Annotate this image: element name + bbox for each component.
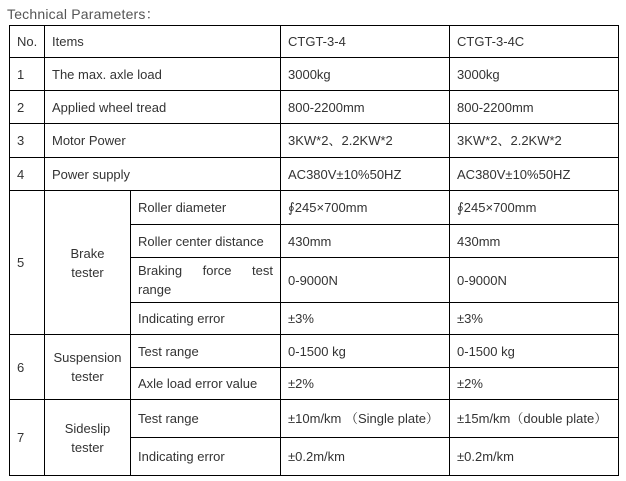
row-item: Motor Power (45, 124, 281, 158)
row-value-a: 430mm (281, 225, 450, 258)
row-no: 7 (10, 400, 45, 476)
table-row (10, 191, 619, 225)
sub-item: Test range (131, 400, 281, 438)
row-value-a: ∮245×700mm (281, 191, 450, 225)
row-no: 4 (10, 158, 45, 191)
row-value-a: 3000kg (281, 58, 450, 91)
row-value-b: ±2% (450, 368, 619, 400)
row-value-b: 0-9000N (450, 258, 619, 303)
row-no: 5 (10, 191, 45, 335)
row-value-b: 0-1500 kg (450, 335, 619, 368)
row-value-a: 0-9000N (281, 258, 450, 303)
group-label-sideslip-tester (45, 400, 131, 476)
sub-item: Braking force test range (131, 258, 281, 303)
row-no: 1 (10, 58, 45, 91)
page-title: Technical Parameters： (7, 6, 160, 22)
row-value-a: ±3% (281, 303, 450, 335)
row-value-a: ±0.2m/km (281, 438, 450, 476)
group-label-line: tester (71, 439, 104, 455)
sub-item: Roller diameter (131, 191, 281, 225)
row-value-b: 430mm (450, 225, 619, 258)
row-no: 2 (10, 91, 45, 124)
group-label-line: tester (71, 264, 104, 280)
header-no: No. (10, 26, 45, 58)
header-model-b: CTGT-3-4C (450, 26, 619, 58)
sub-item: Roller center distance (131, 225, 281, 258)
row-value-b: ±0.2m/km (450, 438, 619, 476)
row-value-b: 800-2200mm (450, 91, 619, 124)
group-label-line: Sideslip (64, 420, 111, 436)
group-label-line: Brake (70, 245, 105, 261)
row-item: Power supply (45, 158, 281, 191)
table-row (10, 158, 619, 191)
table-header-row (10, 26, 619, 58)
row-item: The max. axle load (45, 58, 281, 91)
row-value-a: AC380V±10%50HZ (281, 158, 450, 191)
row-value-b: ±3% (450, 303, 619, 335)
row-value-a: 0-1500 kg (281, 335, 450, 368)
sub-item: Test range (131, 335, 281, 368)
group-label-brake-tester (45, 191, 131, 335)
row-value-a: ±10m/km （Single plate） (281, 400, 450, 438)
table-row (10, 335, 619, 368)
sub-item: Axle load error value (131, 368, 281, 400)
row-no: 6 (10, 335, 45, 400)
row-value-b: 3KW*2、2.2KW*2 (450, 124, 619, 158)
header-model-a: CTGT-3-4 (281, 26, 450, 58)
row-value-b: 3000kg (450, 58, 619, 91)
group-label-suspension-tester (45, 335, 131, 400)
table-row (10, 400, 619, 438)
table-row (10, 91, 619, 124)
row-no: 3 (10, 124, 45, 158)
row-value-b: AC380V±10%50HZ (450, 158, 619, 191)
group-label-line: tester (71, 369, 104, 384)
row-value-b: ±15m/km（double plate） (450, 400, 619, 438)
sub-item: Indicating error (131, 438, 281, 476)
header-items: Items (45, 26, 281, 58)
sub-item: Indicating error (131, 303, 281, 335)
row-value-a: 800-2200mm (281, 91, 450, 124)
table-row (10, 124, 619, 158)
row-value-b: ∮245×700mm (450, 191, 619, 225)
group-label-line: Suspension (53, 350, 122, 365)
row-value-a: ±2% (281, 368, 450, 400)
technical-parameters-table (9, 25, 619, 476)
row-item: Applied wheel tread (45, 91, 281, 124)
row-value-a: 3KW*2、2.2KW*2 (281, 124, 450, 158)
table-row (10, 58, 619, 91)
